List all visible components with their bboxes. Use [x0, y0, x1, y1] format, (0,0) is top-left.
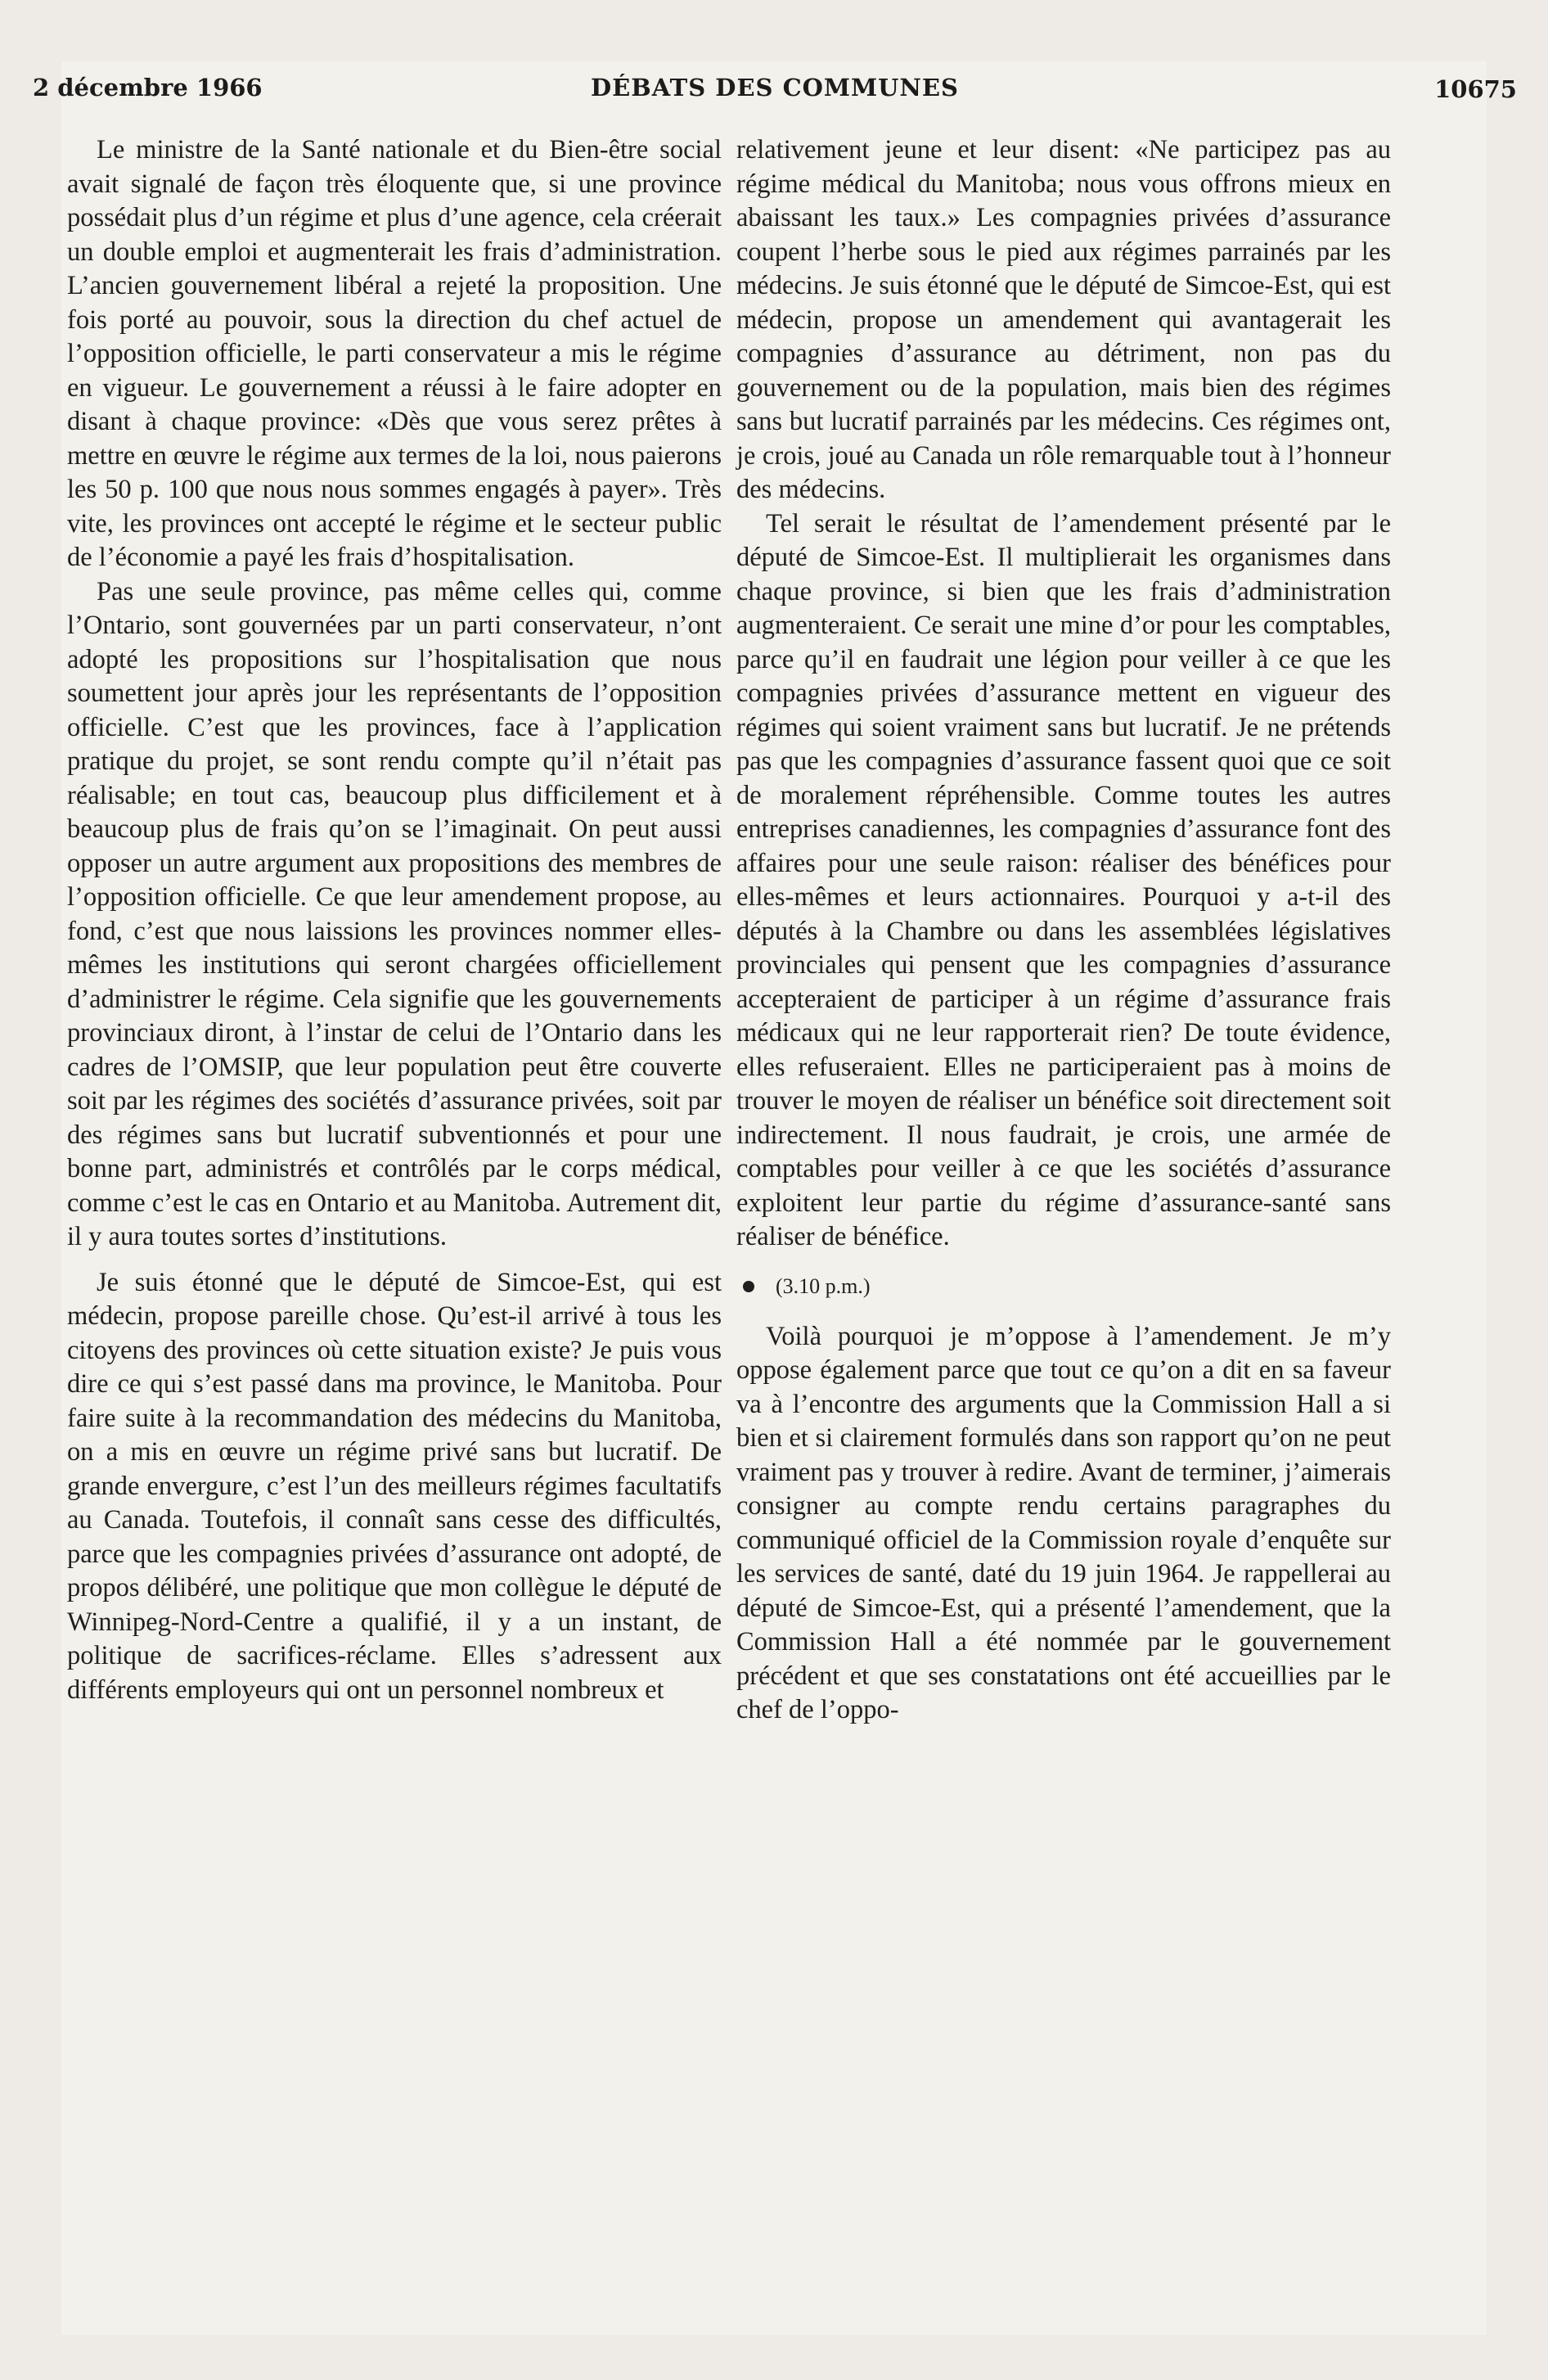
paragraph: Je suis étonné que le député de Simcoe-Est, qui est médecin, propose pareille chose. Qu’est-il arrivé à tous les citoyens des provinces où cette situation existe? Je puis vous dire ce qui s’est passé dans ma province, le Manitoba. Pour faire suite à la recommandation des médecins du Manitoba, on a mis en œuvre un régime privé sans but lucratif. De grande envergure, c’est l’un des meilleurs régimes facultatifs au Canada. Toutefois, il connaît sans cesse des difficultés, parce que les compagnies privées d’assurance ont adopté, de propos délibéré, une politique que mon collègue le député de Winnipeg-Nord-Centre a qualifié, il y a un instant, de politique de sacrifices-réclame. Elles s’adressent aux différents employeurs qui ont un personnel nombreux et — [67, 1267, 722, 1705]
paragraph: Pas une seule province, pas même celles qui, comme l’Ontario, sont gouvernées par un parti conservateur, n’ont adopté les propositions sur l’hospitalisation que nous soumettent jour après jour les représentants de l’opposition officielle. C’est que les provinces, face à l’application pratique du projet, se sont rendu compte qu’il n’était pas réalisable; en tout cas, beaucoup plus difficilement et à beaucoup plus de frais qu’on se l’imaginait. On peut aussi opposer un autre argument aux propositions des membres de l’opposition officielle. Ce que leur amendement propose, au fond, c’est que nous laissions les provinces nommer elles-mêmes les institutions qui seront chargées officiellement d’administrer le régime. Cela signifie que les gouvernements provinciaux diront, à l’instar de celui de l’Ontario dans les cadres de l’OMSIP, que leur population peut être couverte soit par les régimes des sociétés d’assurance privées, soit par des régimes sans but lucratif subventionnés et pour une bonne part, administrés et contrôlés par le corps médical, comme c’est le cas en Ontario et au Manitoba. Autrement dit, il y aura toutes sortes d’institutions. — [67, 576, 722, 1251]
paragraph: relativement jeune et leur disent: «Ne participez pas au régime médical du Manitoba; nous vous offrons mieux en abaissant les taux.» Les compagnies privées d’assurance coupent l’herbe sous le pied aux régimes parrainés par les médecins. Je suis étonné que le député de Simcoe-Est, qui est médecin, propose un amendement qui avantagerait les compagnies d’assurance au détriment, non pas du gouvernement ou de la population, mais bien des régimes sans but lucratif parrainés par les médecins. Ces régimes ont, je crois, joué au Canada un rôle remarquable tout à l’honneur des médecins. — [736, 135, 1391, 504]
page-number: 10675 — [1434, 75, 1517, 103]
paragraph: Voilà pourquoi je m’oppose à l’amendement. Je m’y oppose également parce que tout ce qu’on a dit en sa faveur va à l’encontre des arguments que la Commission Hall a si bien et si clairement formulés dans son rapport qu’on ne peut vraiment pas y trouver à redire. Avant de terminer, j’aimerais consigner au compte rendu certains paragraphes du communiqué officiel de la Commission royale d’enquête sur les services de santé, daté du 19 juin 1964. Je rappellerai au député de Simcoe-Est, qui a présenté l’amendement, que la Commission Hall a été nommée par le gouvernement précédent et que ses constatations ont été accueillies par le chef de l’oppo- — [736, 1321, 1391, 1724]
time-marker-text: (3.10 p.m.) — [776, 1273, 871, 1298]
bullet-icon — [743, 1281, 754, 1292]
page-header — [33, 74, 1517, 115]
left-column — [67, 133, 722, 1707]
right-column — [736, 133, 1391, 1728]
time-marker — [736, 1273, 1391, 1300]
paragraph: Tel serait le résultat de l’amendement présenté par le député de Simcoe-Est. Il multiplierait les organismes dans chaque province, si bien que les frais d’administration augmenteraient. Ce serait une mine d’or pour les comptables, parce qu’il en faudrait une légion pour veiller à ce que les compagnies privées d’assurance mettent en vigueur des régimes qui soient vraiment sans but lucratif. Je ne prétends pas que les compagnies d’assurance fassent quoi que ce soit de moralement répréhensible. Comme toutes les autres entreprises canadiennes, les compagnies d’assurance font des affaires pour une seule raison: réaliser des bénéfices pour elles-mêmes et leurs actionnaires. Pourquoi y a-t-il des députés à la Chambre ou dans les assemblées législatives provinciales qui pensent que les compagnies d’assurance accepteraient de participer à un régime d’assurance frais médicaux qui ne leur rapporterait rien? De toute évidence, elles refuseraient. Elles ne participeraient pas à moins de trouver le moyen de réaliser un bénéfice soit directement soit indirectement. Il nous faudrait, je crois, une armée de comptables pour veiller à ce que les sociétés d’assurance exploitent leur partie du régime d’assurance-santé sans réaliser de bénéfice. — [736, 508, 1391, 1251]
paragraph: Le ministre de la Santé nationale et du Bien-être social avait signalé de façon très éloquente que, si une province possédait plus d’un régime et plus d’une agence, cela créerait un double emploi et augmenterait les frais d’administration. L’ancien gouvernement libéral a rejeté la proposition. Une fois porté au pouvoir, sous la direction du chef actuel de l’opposition officielle, le parti conservateur a mis le régime en vigueur. Le gouvernement a réussi à le faire adopter en disant à chaque province: «Dès que vous serez prêtes à mettre en œuvre le régime aux termes de la loi, nous paierons les 50 p. 100 que nous nous sommes engagés à payer». Très vite, les provinces ont accepté le régime et le secteur public de l’économie a payé les frais d’hospitalisation. — [67, 135, 722, 572]
header-date: 2 décembre 1966 — [33, 74, 263, 101]
header-title: DÉBATS DES COMMUNES — [591, 74, 959, 101]
